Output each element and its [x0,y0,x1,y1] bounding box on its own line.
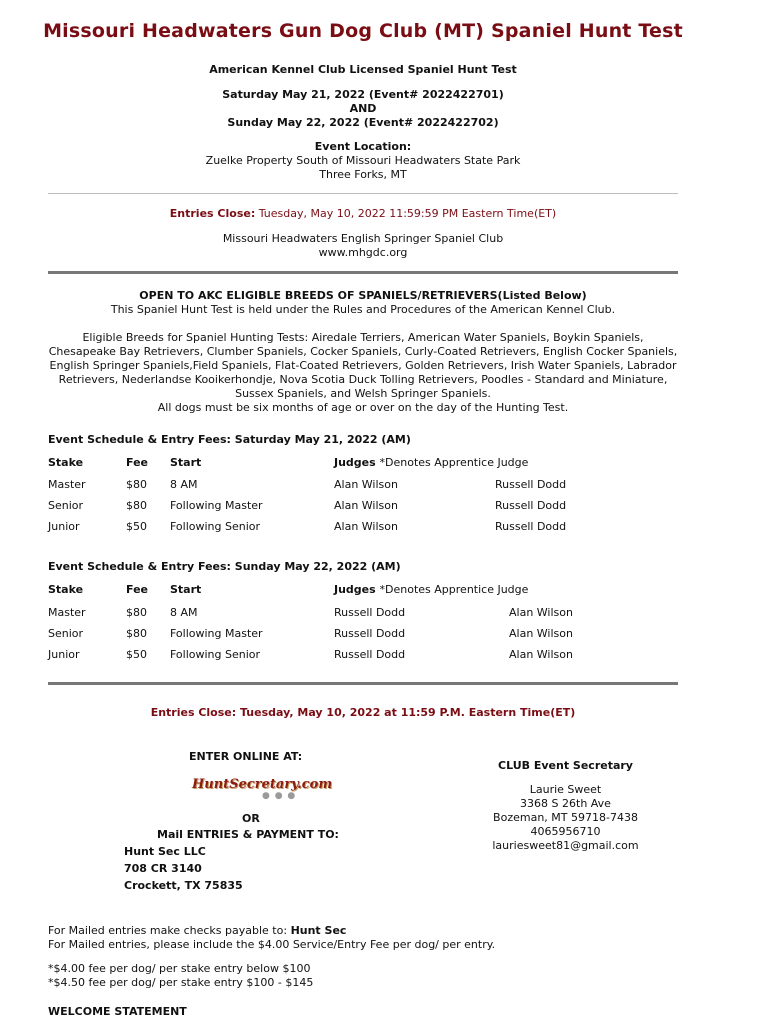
mail-entries-label: Mail ENTRIES & PAYMENT TO: [157,828,339,841]
breeds-line: Sussex Spaniels, and Welsh Springer Spaniels. [235,387,491,400]
entries-close-bottom: Entries Close: Tuesday, May 10, 2022 at 11:59 P.M. Eastern Time(ET) [150,706,576,719]
mail-city: Crockett, TX 75835 [124,879,243,892]
cell-stake: Master [48,606,86,619]
event-date-sunday: Sunday May 22, 2022 (Event# 2022422702) [227,116,499,129]
cell-start: 8 AM [170,606,198,619]
enter-online-label: ENTER ONLINE AT: [189,750,303,763]
age-rule: All dogs must be six months of age or over on the day of the Hunting Test. [157,401,569,414]
cell-judge1: Russell Dodd [334,648,406,661]
col-stake: Stake [48,583,84,596]
rules-statement: This Spaniel Hunt Test is held under the Rules and Procedures of the American Kennel Club. [110,303,616,316]
col-start: Start [170,456,202,469]
breeds-line: Chesapeake Bay Retrievers, Clumber Spaniels, Cocker Spaniels, Curly-Coated Retrievers, English Cocker Spaniels, [48,345,678,358]
cell-start: Following Master [170,499,263,512]
cell-judge1: Alan Wilson [334,499,398,512]
logo-text: HuntSecretary.com [192,777,333,792]
col-fee: Fee [126,583,148,596]
schedule-sunday-header [48,583,678,597]
location-line1: Zuelke Property South of Missouri Headwaters State Park [205,154,521,167]
col-judges-label: Judges [334,583,376,596]
cell-stake: Senior [48,499,84,512]
col-judges [334,456,528,469]
payable-note [48,924,346,937]
schedule-sunday-title: Event Schedule & Entry Fees: Sunday May 22, 2022 (AM) [48,560,401,573]
fee-note-2: *$4.50 fee per dog/ per stake entry $100 - $145 [48,976,314,989]
cell-start: Following Master [170,627,263,640]
fee-note-1: *$4.00 fee per dog/ per stake entry below $100 [48,962,311,975]
mail-name: Hunt Sec LLC [124,845,206,858]
col-judges-label: Judges [334,456,376,469]
cell-judge1: Russell Dodd [334,627,406,640]
entries-close-value: Tuesday, May 10, 2022 11:59:59 PM Eastern Time(ET) [258,207,557,220]
divider-thick [48,682,678,685]
table-row [48,606,678,620]
mail-street: 708 CR 3140 [124,862,202,875]
event-secretary [463,759,668,853]
cell-judge1: Alan Wilson [334,478,398,491]
cell-start: Following Senior [170,520,261,533]
or-label: OR [242,812,260,825]
col-judges [334,583,528,596]
cell-start: 8 AM [170,478,198,491]
breeds-line: Eligible Breeds for Spaniel Hunting Tests: Airedale Terriers, American Water Spaniels, Boykin Spaniels, [82,331,644,344]
cell-fee: $80 [126,499,147,512]
secretary-label: CLUB Event Secretary [498,759,633,772]
secretary-phone: 4065956710 [530,825,601,838]
cell-fee: $50 [126,648,147,661]
secretary-email[interactable]: lauriesweet81@gmail.com [492,839,639,852]
and-label: AND [349,102,377,115]
cell-judge2: Russell Dodd [495,520,567,533]
table-row [48,648,678,662]
table-row [48,478,678,492]
apprentice-note: *Denotes Apprentice Judge [379,456,529,469]
cell-stake: Senior [48,627,84,640]
cell-stake: Master [48,478,86,491]
cell-judge1: Alan Wilson [334,520,398,533]
col-stake: Stake [48,456,84,469]
service-fee-note: For Mailed entries, please include the $4.00 Service/Entry Fee per dog/ per entry. [48,938,496,951]
event-date-saturday: Saturday May 21, 2022 (Event# 2022422701) [222,88,504,101]
table-row [48,499,678,513]
cell-judge2: Russell Dodd [495,478,567,491]
eligible-breeds [46,331,680,415]
license-subtitle: American Kennel Club Licensed Spaniel Hunt Test [209,63,517,76]
cell-fee: $80 [126,627,147,640]
schedule-saturday-header [48,456,678,470]
entries-close-label: Entries Close: [169,207,256,220]
cell-judge1: Russell Dodd [334,606,406,619]
secretary-city: Bozeman, MT 59718-7438 [493,811,638,824]
secretary-name: Laurie Sweet [529,783,602,796]
table-row [48,520,678,534]
col-fee: Fee [126,456,148,469]
cell-judge2: Russell Dodd [495,499,567,512]
club-name: Missouri Headwaters English Springer Spaniel Club [222,232,504,245]
table-row [48,627,678,641]
club-website: www.mhgdc.org [318,246,408,259]
apprentice-note: *Denotes Apprentice Judge [379,583,529,596]
col-start: Start [170,583,202,596]
secretary-street: 3368 S 26th Ave [520,797,611,810]
entries-close-top [0,207,726,221]
payable-label: For Mailed entries make checks payable to: [48,924,288,937]
paw-prints-icon: ● ● ● [262,791,297,801]
welcome-heading: WELCOME STATEMENT [48,1005,187,1018]
schedule-saturday-title: Event Schedule & Entry Fees: Saturday May 21, 2022 (AM) [48,433,411,446]
divider-thick [48,271,678,274]
cell-stake: Junior [48,648,80,661]
location-label: Event Location: [314,140,412,153]
cell-fee: $80 [126,478,147,491]
cell-fee: $50 [126,520,147,533]
eligibility-heading: OPEN TO AKC ELIGIBLE BREEDS OF SPANIELS/RETRIEVERS(Listed Below) [139,289,587,302]
huntsecretary-logo[interactable] [190,775,333,807]
cell-judge2: Alan Wilson [509,648,573,661]
cell-fee: $80 [126,606,147,619]
cell-judge2: Alan Wilson [509,606,573,619]
cell-stake: Junior [48,520,80,533]
cell-judge2: Alan Wilson [509,627,573,640]
page-title: Missouri Headwaters Gun Dog Club (MT) Spaniel Hunt Test [43,20,683,42]
cell-start: Following Senior [170,648,261,661]
divider [48,193,678,194]
breeds-line: English Springer Spaniels,Field Spaniels, Flat-Coated Retrievers, Golden Retrievers, Irish Water Spaniels, Labrador [49,359,677,372]
payable-to: Hunt Sec [290,924,347,937]
location-line2: Three Forks, MT [319,168,407,181]
breeds-line: Retrievers, Nederlandse Kooikerhondje, Nova Scotia Duck Tolling Retrievers, Poodles - Standard and Miniature, [58,373,668,386]
